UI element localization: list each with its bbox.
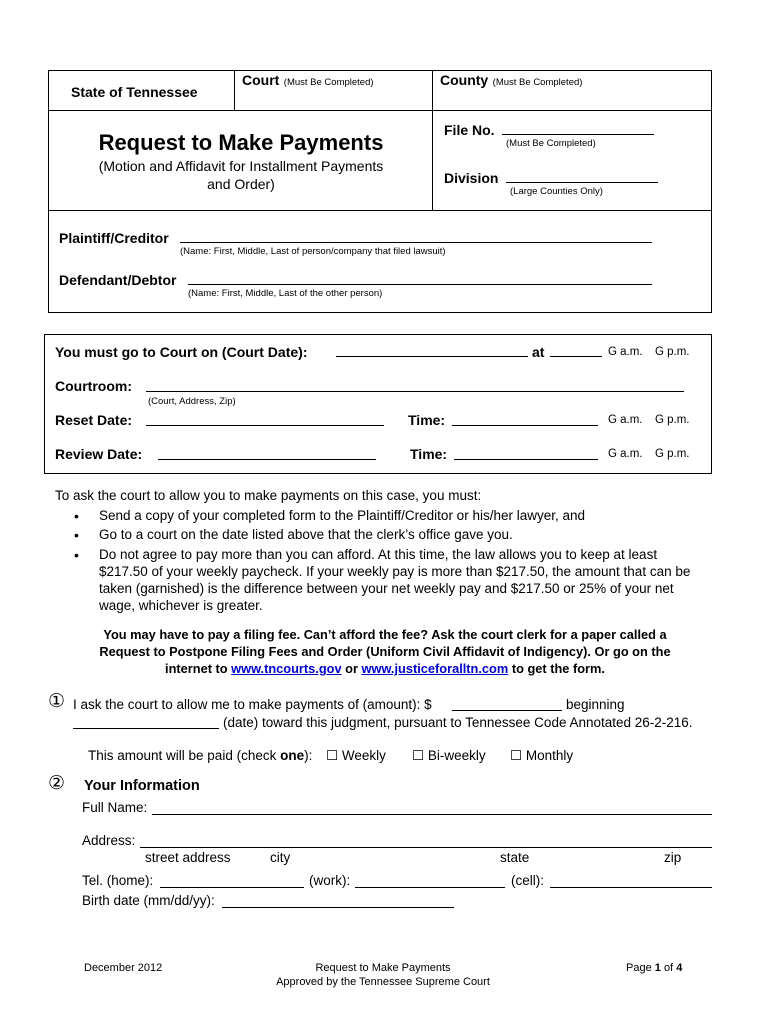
review-date-label: Review Date:: [55, 446, 143, 462]
reset-date-label: Reset Date:: [55, 412, 133, 428]
instruction-1: Send a copy of your completed form to the Plaintiff/Creditor or his/her lawyer, and: [99, 508, 585, 523]
instruction-3-line-3: taken (garnished) is the difference between your net weekly pay and $217.50 or 25% of your net: [99, 581, 674, 596]
payment-frequency-prompt: [88, 748, 312, 763]
instruction-3-line-1: Do not agree to pay more than you can afford. At this time, the law allows you to keep at least: [99, 547, 658, 562]
bullet-1: •: [74, 508, 79, 524]
court-time-field[interactable]: [550, 356, 602, 357]
county-field[interactable]: [440, 72, 582, 90]
section-1-line-2: (date) toward this judgment, pursuant to Tennessee Code Annotated 26-2-216.: [223, 715, 693, 730]
paid-one: one: [280, 748, 305, 763]
paid-post: ):: [304, 748, 313, 763]
footer-title: Request to Make Payments: [315, 962, 451, 974]
bullet-2: •: [74, 527, 79, 543]
court-label: Court: [242, 72, 280, 88]
weekly-checkbox[interactable]: ☐: [326, 748, 339, 763]
tncourts-link[interactable]: www.tncourts.gov: [231, 661, 342, 676]
footer-page-number: [626, 962, 682, 974]
form-subtitle-2: and Order): [207, 176, 275, 192]
court-date-field[interactable]: [336, 356, 528, 357]
court-date-label: You must go to Court on (Court Date):: [55, 344, 308, 360]
instruction-3-line-2: $217.50 of your weekly paycheck. If your weekly pay is more than $217.50, the amount that can be: [99, 564, 691, 579]
review-am-option[interactable]: G a.m.: [608, 448, 643, 460]
defendant-note: (Name: First, Middle, Last of the other person): [188, 288, 383, 299]
plaintiff-note: (Name: First, Middle, Last of person/company that filed lawsuit): [180, 246, 446, 257]
division-note: (Large Counties Only): [510, 186, 603, 197]
footer-approval: Approved by the Tennessee Supreme Court: [276, 976, 490, 988]
footer-date: December 2012: [84, 962, 163, 974]
plaintiff-label: Plaintiff/Creditor: [59, 230, 169, 246]
state-label: State of Tennessee: [71, 84, 198, 100]
beginning-label: beginning: [566, 697, 625, 712]
form-title: Request to Make Payments: [98, 130, 384, 155]
section-2-marker: ②: [48, 773, 66, 794]
tel-home-field[interactable]: [160, 887, 304, 888]
city-caption: city: [270, 850, 291, 865]
court-note: (Must Be Completed): [283, 77, 374, 88]
review-time-label: Time:: [410, 446, 448, 462]
state-caption: state: [500, 850, 530, 865]
form-subtitle-1: (Motion and Affidavit for Installment Payments: [98, 158, 384, 174]
fee-notice-line-1: You may have to pay a filing fee. Can’t afford the fee? Ask the court clerk for a paper called a: [103, 627, 667, 642]
birth-date-field[interactable]: [222, 907, 454, 908]
street-address-caption: street address: [145, 850, 231, 865]
defendant-field[interactable]: [188, 284, 652, 285]
review-date-field[interactable]: [158, 459, 376, 460]
courtroom-note: (Court, Address, Zip): [148, 396, 236, 407]
review-time-field[interactable]: [454, 459, 598, 460]
weekly-label: Weekly: [341, 748, 386, 763]
county-label: County: [440, 72, 489, 88]
page-total: 4: [676, 962, 683, 974]
section-1-marker: ①: [48, 691, 66, 712]
fee-notice-post: to get the form.: [511, 661, 605, 676]
paid-pre: This amount will be paid (check: [88, 748, 281, 763]
weekly-option[interactable]: [326, 748, 386, 764]
payment-amount-field[interactable]: [452, 710, 562, 711]
instruction-2: Go to a court on the date listed above that the clerk’s office gave you.: [99, 527, 513, 542]
reset-am-option[interactable]: G a.m.: [608, 414, 643, 426]
biweekly-checkbox[interactable]: ☐: [412, 748, 425, 763]
page-num: 1: [654, 962, 661, 974]
tel-home-label: Tel. (home):: [82, 873, 154, 888]
tel-work-label: (work):: [309, 873, 351, 888]
full-name-label: Full Name:: [82, 800, 148, 815]
courtroom-label: Courtroom:: [55, 378, 132, 394]
file-no-field[interactable]: [502, 134, 654, 135]
plaintiff-field[interactable]: [180, 242, 652, 243]
header-vdivider-1: [234, 70, 235, 110]
court-pm-option[interactable]: G p.m.: [655, 346, 690, 358]
monthly-label: Monthly: [525, 748, 574, 763]
courtroom-field[interactable]: [146, 391, 684, 392]
full-name-field[interactable]: [152, 814, 712, 815]
biweekly-label: Bi-weekly: [427, 748, 486, 763]
monthly-option[interactable]: [510, 748, 573, 764]
reset-time-label: Time:: [408, 412, 446, 428]
division-field[interactable]: [506, 182, 658, 183]
fee-notice-line-2: Request to Postpone Filing Fees and Order (Uniform Civil Affidavit of Indigency). Or go on the: [99, 644, 671, 659]
birth-date-label: Birth date (mm/dd/yy):: [82, 893, 215, 908]
reset-pm-option[interactable]: G p.m.: [655, 414, 690, 426]
address-label: Address:: [82, 833, 136, 848]
reset-date-field[interactable]: [146, 425, 384, 426]
tel-work-field[interactable]: [355, 887, 505, 888]
fee-notice-line-3: [40, 661, 730, 676]
fee-notice-or: or: [345, 661, 358, 676]
reset-time-field[interactable]: [452, 425, 598, 426]
page-pre: Page: [626, 962, 652, 974]
court-field[interactable]: [242, 72, 374, 90]
division-label: Division: [444, 170, 499, 186]
bullet-3: •: [74, 547, 79, 563]
zip-caption: zip: [664, 850, 682, 865]
instructions-intro: To ask the court to allow you to make payments on this case, you must:: [55, 488, 482, 503]
address-field[interactable]: [140, 847, 712, 848]
tel-cell-field[interactable]: [550, 887, 712, 888]
review-pm-option[interactable]: G p.m.: [655, 448, 690, 460]
county-note: (Must Be Completed): [492, 77, 583, 88]
tel-cell-label: (cell):: [511, 873, 544, 888]
instruction-3-line-4: wage, whichever is greater.: [99, 598, 263, 613]
file-no-label: File No.: [444, 122, 495, 138]
defendant-label: Defendant/Debtor: [59, 272, 177, 288]
fee-notice-pre: internet to: [165, 661, 228, 676]
your-information-title: Your Information: [84, 778, 200, 794]
payment-begin-date-field[interactable]: [73, 728, 219, 729]
justiceforalltn-link[interactable]: www.justiceforalltn.com: [361, 661, 509, 676]
section-1-line-1: I ask the court to allow me to make payments of (amount): $: [73, 697, 432, 712]
page-of: of: [663, 962, 674, 974]
monthly-checkbox[interactable]: ☐: [510, 748, 523, 763]
biweekly-option[interactable]: [412, 748, 486, 764]
header-divider-2: [48, 210, 712, 211]
at-label: at: [532, 344, 545, 360]
file-no-note: (Must Be Completed): [506, 138, 596, 149]
header-divider-1: [48, 110, 712, 111]
court-am-option[interactable]: G a.m.: [608, 346, 643, 358]
